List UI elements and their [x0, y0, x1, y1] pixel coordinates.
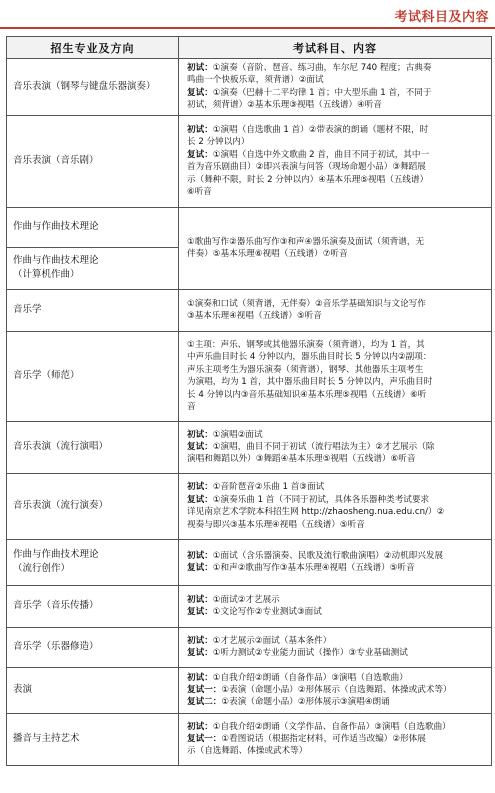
table-row — [7, 713, 492, 765]
table-row — [7, 585, 492, 627]
table-row — [7, 627, 492, 667]
subject-line — [187, 74, 487, 86]
subject-text: ①演唱②面试 — [212, 429, 263, 440]
subject-line — [187, 453, 487, 465]
subjects-cell — [179, 539, 492, 585]
subject-text: ①自我介绍②朗诵（文学作品、自备作品）③演唱（自选歌曲） — [212, 721, 451, 732]
subject-text: 示（舞种不限，时长 2 分钟以内）④基本乐理⑤视唱（五线谱） — [187, 174, 429, 185]
major-name: 音乐学（乐器修造） — [13, 641, 99, 653]
major-cell — [7, 421, 179, 473]
major-name: 音乐表演（流行演唱） — [13, 441, 109, 453]
subject-line — [187, 339, 487, 351]
subject-text: ①自我介绍②朗诵（自备作品）③演唱（自选歌曲） — [212, 672, 408, 683]
subject-line — [187, 99, 487, 111]
stage-label: 初试： — [187, 550, 213, 561]
table-row — [7, 207, 492, 247]
stage-label: 复试： — [187, 563, 213, 574]
major-name: 作曲与作曲技术理论 — [13, 255, 99, 267]
subject-text: ⑥听音 — [187, 186, 212, 197]
stage-label: 初试： — [187, 594, 213, 605]
stage-label: 初试： — [187, 63, 213, 73]
stage-label: 复试： — [187, 149, 213, 160]
subject-text: 初试，须背谱）②基本乐理③视唱（五线谱）④听音 — [187, 100, 382, 111]
stage-label: 初试： — [187, 124, 213, 135]
subject-line — [187, 161, 487, 173]
page-title: 考试科目及内容 — [394, 10, 489, 25]
major-name: 音乐学（音乐传播） — [13, 600, 99, 612]
stage-label: 复试一： — [187, 684, 222, 695]
major-cell — [7, 207, 179, 247]
subject-text: ①面试（含乐器演奏、民歌及流行歌曲演唱）②动机即兴发展 — [212, 550, 444, 561]
subject-line — [187, 745, 487, 757]
subject-text: ①演唱（自选中外文歌曲 2 首，曲目不同于初试，其中一 — [212, 149, 430, 160]
subject-line — [187, 174, 487, 186]
subject-text: ①主项：声乐、钢琴或其他器乐演奏（须背谱），均为 1 首，其 — [187, 339, 425, 350]
subject-line — [187, 136, 487, 148]
major-name: 音乐学（师范） — [13, 370, 80, 382]
subject-text: 音 — [187, 401, 196, 412]
subject-text: ③基本乐理④视唱（五线谱）⑤听音 — [187, 311, 322, 322]
major-name: 音乐表演（流行演奏） — [13, 500, 109, 512]
subject-text: 中声乐曲目时长 4 分钟以内，器乐曲目时长 5 分钟以内②副项： — [187, 352, 432, 363]
table-header-row — [7, 37, 492, 59]
stage-label: 复试： — [187, 87, 213, 98]
table-row — [7, 115, 492, 207]
subject-line — [187, 429, 487, 441]
major-cell — [7, 667, 179, 713]
subject-line — [187, 494, 487, 506]
subject-text: 详见南京艺术学院本科招生网 http://zhaosheng.nua.edu.cn/）② — [187, 507, 445, 518]
major-name: 音乐表演（音乐剧） — [13, 155, 99, 167]
subject-line — [187, 506, 487, 518]
subject-text: ①演奏（音阶、琶音、练习曲，车尔尼 740 程度；古典奏 — [212, 63, 432, 73]
major-name: 音乐表演（钢琴与键盘乐器演奏） — [13, 80, 156, 92]
table-row — [7, 539, 492, 585]
header-subjects: 考试科目、内容 — [179, 37, 492, 59]
stage-label: 复试： — [187, 648, 213, 659]
major-cell — [7, 59, 179, 116]
table-row — [7, 289, 492, 331]
subject-line — [187, 721, 487, 733]
subject-line — [187, 376, 487, 388]
subject-text: ①表演（命题小品）②形体展示（自选舞蹈、体操或武术等） — [221, 684, 452, 695]
subject-line — [187, 186, 487, 198]
stage-label: 复试二： — [187, 697, 222, 708]
subject-line — [187, 635, 487, 647]
major-name: 播音与主持艺术 — [13, 733, 80, 745]
stage-label: 复试一： — [187, 733, 222, 744]
subject-text: 长 2 分钟以内） — [187, 137, 250, 148]
major-cell — [7, 713, 179, 765]
subject-line — [187, 481, 487, 493]
subject-text: ①表演（命题小品）②形体展示③演唱④朗诵 — [221, 697, 390, 708]
stage-label: 初试： — [187, 672, 213, 683]
subject-text: ①演奏（巴赫十二平均律 1 首；中大型乐曲 1 首，不同于 — [212, 87, 432, 98]
subject-text: ①面试②才艺展示 — [212, 594, 280, 605]
subject-text: ①演奏乐曲 1 首（不同于初试，具体各乐器种类考试要求 — [212, 494, 430, 505]
subject-line — [187, 672, 487, 684]
subject-line — [187, 550, 487, 562]
stage-label: 初试： — [187, 429, 213, 440]
subjects-cell — [179, 421, 492, 473]
stage-label: 复试： — [187, 494, 213, 505]
subject-line — [187, 733, 487, 745]
subject-text: 示（自选舞蹈、体操或武术等） — [187, 746, 308, 757]
subjects-cell — [179, 59, 492, 116]
table-row — [7, 667, 492, 713]
subjects-cell — [179, 627, 492, 667]
subject-text: ①歌曲写作②器乐曲写作③和声④器乐演奏及面试（须背谱，无 — [187, 236, 425, 247]
subjects-cell — [179, 331, 492, 421]
subject-line — [187, 696, 487, 708]
stage-label: 复试： — [187, 607, 213, 618]
stage-label: 复试： — [187, 441, 213, 452]
subject-line — [187, 401, 487, 413]
subjects-cell — [179, 115, 492, 207]
exam-subjects-table — [6, 36, 492, 766]
major-name: 音乐学 — [13, 304, 42, 316]
major-name: （流行创作） — [13, 563, 71, 575]
subject-text: ①演唱（自选歌曲 1 首）②带表演的朗诵（题材不限，时 — [212, 124, 429, 135]
subject-text: 鸣曲一个快板乐章，须背谱）②面试 — [187, 75, 324, 86]
major-cell — [7, 289, 179, 331]
subject-text: ①音阶琶音②乐曲 1 首③面试 — [212, 482, 325, 493]
subjects-cell — [179, 289, 492, 331]
subject-text: ①听力测试②专业能力面试（操作）③专业基础测试 — [212, 648, 408, 659]
subject-text: 首为音乐剧曲目）②即兴表演与问答（现场命题小品）③舞蹈展 — [187, 162, 426, 173]
title-rule — [0, 27, 495, 29]
major-cell — [7, 539, 179, 585]
major-name: 表演 — [13, 684, 33, 696]
stage-label: 初试： — [187, 721, 213, 732]
table-row — [7, 421, 492, 473]
table-row — [7, 331, 492, 421]
major-cell — [7, 585, 179, 627]
subject-line — [187, 298, 487, 310]
major-cell — [7, 115, 179, 207]
major-cell — [7, 247, 179, 289]
subject-line — [187, 149, 487, 161]
subject-line — [187, 647, 487, 659]
subject-text: 视奏与即兴③基本乐理④视唱（五线谱）⑤听音 — [187, 519, 365, 530]
table-row — [7, 59, 492, 116]
subject-line — [187, 124, 487, 136]
subject-text: ①演唱，曲目不同于初试（流行唱法为主）②才艺展示（除 — [212, 441, 435, 452]
subject-text: ①和声②歌曲写作③基本乐理④视唱（五线谱）⑤听音 — [212, 563, 415, 574]
subject-text: ①演奏和口试（须背谱，无伴奏）②音乐学基础知识与文论写作 — [187, 298, 426, 309]
subject-line — [187, 684, 487, 696]
subject-line — [187, 606, 487, 618]
subjects-cell — [179, 667, 492, 713]
stage-label: 初试： — [187, 635, 213, 646]
subject-line — [187, 594, 487, 606]
subjects-cell — [179, 713, 492, 765]
subject-line — [187, 562, 487, 574]
subject-text: 声乐主项考生为器乐演奏（须背谱），钢琴、其他器乐主项考生 — [187, 364, 424, 375]
subject-text: ①看图说话（根据指定材料，可作适当改编）②形体展 — [221, 733, 426, 744]
subjects-cell — [179, 473, 492, 539]
subject-text: 为演唱，均为 1 首，其中器乐曲目时长 5 分钟以内，声乐曲目时 — [187, 377, 433, 388]
header-major: 招生专业及方向 — [7, 37, 179, 59]
table-row — [7, 473, 492, 539]
subject-text: ①才艺展示②面试（基本条件） — [212, 635, 332, 646]
stage-label: 初试： — [187, 482, 213, 493]
subject-line — [187, 248, 487, 260]
major-cell — [7, 627, 179, 667]
subject-line — [187, 236, 487, 248]
major-cell — [7, 331, 179, 421]
subject-text: 长 4 分钟以内③音乐基础知识④基本乐理⑤视唱（五线谱）⑥听 — [187, 389, 427, 400]
subject-text: 伴奏）⑤基本乐理⑥视唱（五线谱）⑦听音 — [187, 249, 348, 260]
major-name: 作曲与作曲技术理论 — [13, 221, 99, 233]
major-cell — [7, 473, 179, 539]
subject-line — [187, 87, 487, 99]
subjects-cell — [179, 585, 492, 627]
subject-line — [187, 62, 487, 74]
subject-text: 演唱和舞蹈以外）③舞蹈④基本乐理⑤视唱（五线谱）⑥听音 — [187, 454, 416, 465]
major-name: （计算机作曲） — [13, 269, 80, 281]
subject-line — [187, 364, 487, 376]
subject-line — [187, 351, 487, 363]
subject-line — [187, 519, 487, 531]
subjects-cell — [179, 207, 492, 289]
subject-line — [187, 310, 487, 322]
subject-line — [187, 389, 487, 401]
major-name: 作曲与作曲技术理论 — [13, 549, 99, 561]
subject-text: ①文论写作②专业测试③面试 — [212, 607, 322, 618]
subject-line — [187, 441, 487, 453]
